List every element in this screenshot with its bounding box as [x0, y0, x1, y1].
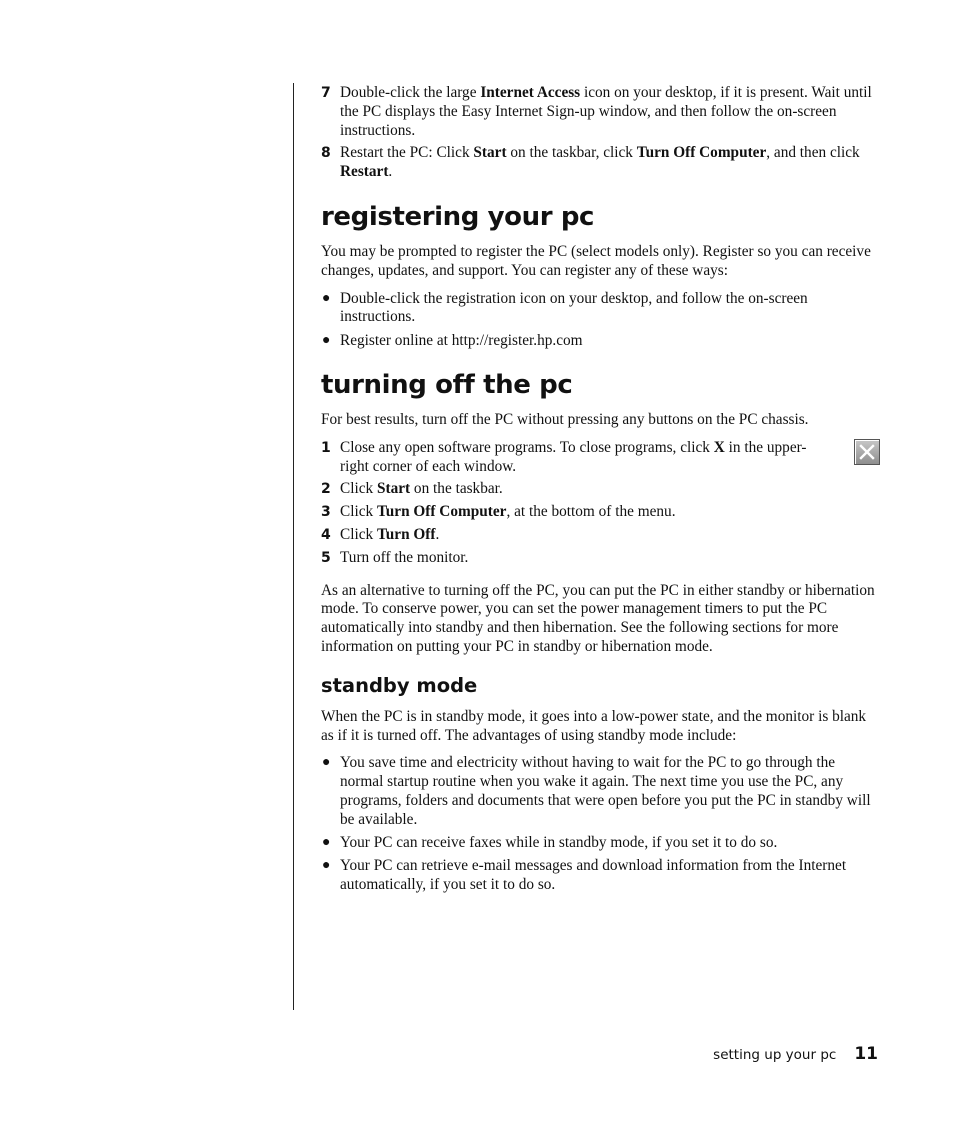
step-text: .	[388, 163, 393, 181]
footer-section-title: setting up your pc	[713, 1047, 837, 1063]
step-bold: Internet Access	[480, 84, 581, 101]
page-content	[321, 84, 881, 895]
close-window-icon	[854, 439, 880, 465]
step-text: Turn off the monitor.	[340, 548, 469, 566]
step-bold: Turn Off	[376, 525, 436, 543]
step-5	[321, 549, 881, 568]
step-text: on the taskbar.	[410, 480, 503, 498]
standby-intro: When the PC is in standby mode, it goes into a low-power state, and the monitor is blank as if it is turned off. The advantages of using standby mode include:	[321, 707, 867, 744]
step-4	[321, 526, 881, 545]
step-text: Double-click the large	[340, 84, 481, 101]
step-bold: Turn Off Computer	[376, 503, 507, 521]
bullet-icon: ●	[322, 858, 331, 874]
bullet-icon: ●	[322, 755, 331, 771]
step-text: .	[435, 525, 440, 543]
step-8	[321, 144, 881, 182]
step-3	[321, 503, 881, 522]
list-item	[321, 834, 881, 853]
left-margin-rule	[293, 83, 294, 1010]
step-bold: Start	[473, 144, 507, 162]
alternative-paragraph: As an alternative to turning off the PC, you can put the PC in either standby or hibernation mode. To conserve power, you can set the power management timers to put the PC automatically into standby and then hibernation. See the following sections for more information on putting your PC in standby or hibernation mode.	[321, 581, 875, 655]
page-number: 11	[854, 1044, 878, 1064]
step-text: Click	[340, 503, 377, 521]
step-number: 3	[321, 504, 331, 521]
step-number: 2	[321, 481, 331, 498]
bullet-icon: ●	[322, 290, 331, 306]
step-bold: Restart	[340, 163, 389, 181]
step-number: 5	[321, 549, 331, 566]
step-number: 1	[321, 439, 331, 456]
list-item	[321, 290, 881, 328]
step-2	[321, 480, 881, 499]
list-item	[321, 332, 881, 351]
list-item-text: Your PC can receive faxes while in standby mode, if you set it to do so.	[340, 833, 778, 851]
step-text: , at the bottom of the menu.	[506, 503, 676, 521]
step-text: Close any open software programs. To close programs, click	[340, 438, 714, 456]
registering-heading: registering your pc	[321, 201, 595, 232]
page-footer	[713, 1044, 878, 1064]
registering-intro: You may be prompted to register the PC (select models only). Register so you can receive changes, updates, and support. You can register any of these ways:	[321, 242, 871, 279]
step-text: Click	[340, 480, 377, 498]
step-text: icon on your desktop, if it is present. Wait until the PC displays the Easy Internet Sign-up window, and then follow the on-screen instructions.	[340, 84, 872, 139]
step-bold: X	[713, 438, 725, 456]
step-bold: Turn Off Computer	[636, 144, 767, 162]
step-7	[321, 84, 881, 140]
list-item-text: Register online at http://register.hp.com	[340, 332, 583, 350]
step-number: 7	[321, 85, 331, 101]
step-text: Restart the PC: Click	[340, 144, 474, 162]
turning-off-heading: turning off the pc	[321, 369, 573, 400]
step-text: , and then click	[766, 144, 860, 162]
step-number: 8	[321, 145, 331, 162]
bullet-icon: ●	[322, 333, 331, 349]
step-number: 4	[321, 526, 331, 543]
step-text: in the upper-right corner of each window.	[340, 438, 807, 475]
list-item-text: Your PC can retrieve e-mail messages and download information from the Internet automatically, if you set it to do so.	[340, 857, 847, 894]
turning-off-intro: For best results, turn off the PC without pressing any buttons on the PC chassis.	[321, 410, 809, 428]
step-text: Click	[340, 525, 377, 543]
list-item	[321, 857, 881, 895]
step-1	[321, 439, 881, 477]
list-item-text: Double-click the registration icon on your desktop, and follow the on-screen instructions.	[340, 289, 808, 326]
standby-heading: standby mode	[321, 673, 478, 697]
list-item	[321, 754, 881, 829]
step-bold: Start	[376, 480, 411, 498]
step-text: on the taskbar, click	[506, 144, 637, 162]
bullet-icon: ●	[322, 834, 331, 850]
list-item-text: You save time and electricity without having to wait for the PC to go through the normal startup routine when you wake it again. The next time you use the PC, any programs, folders and documents that were open before you put the PC in standby will be available.	[340, 754, 871, 828]
